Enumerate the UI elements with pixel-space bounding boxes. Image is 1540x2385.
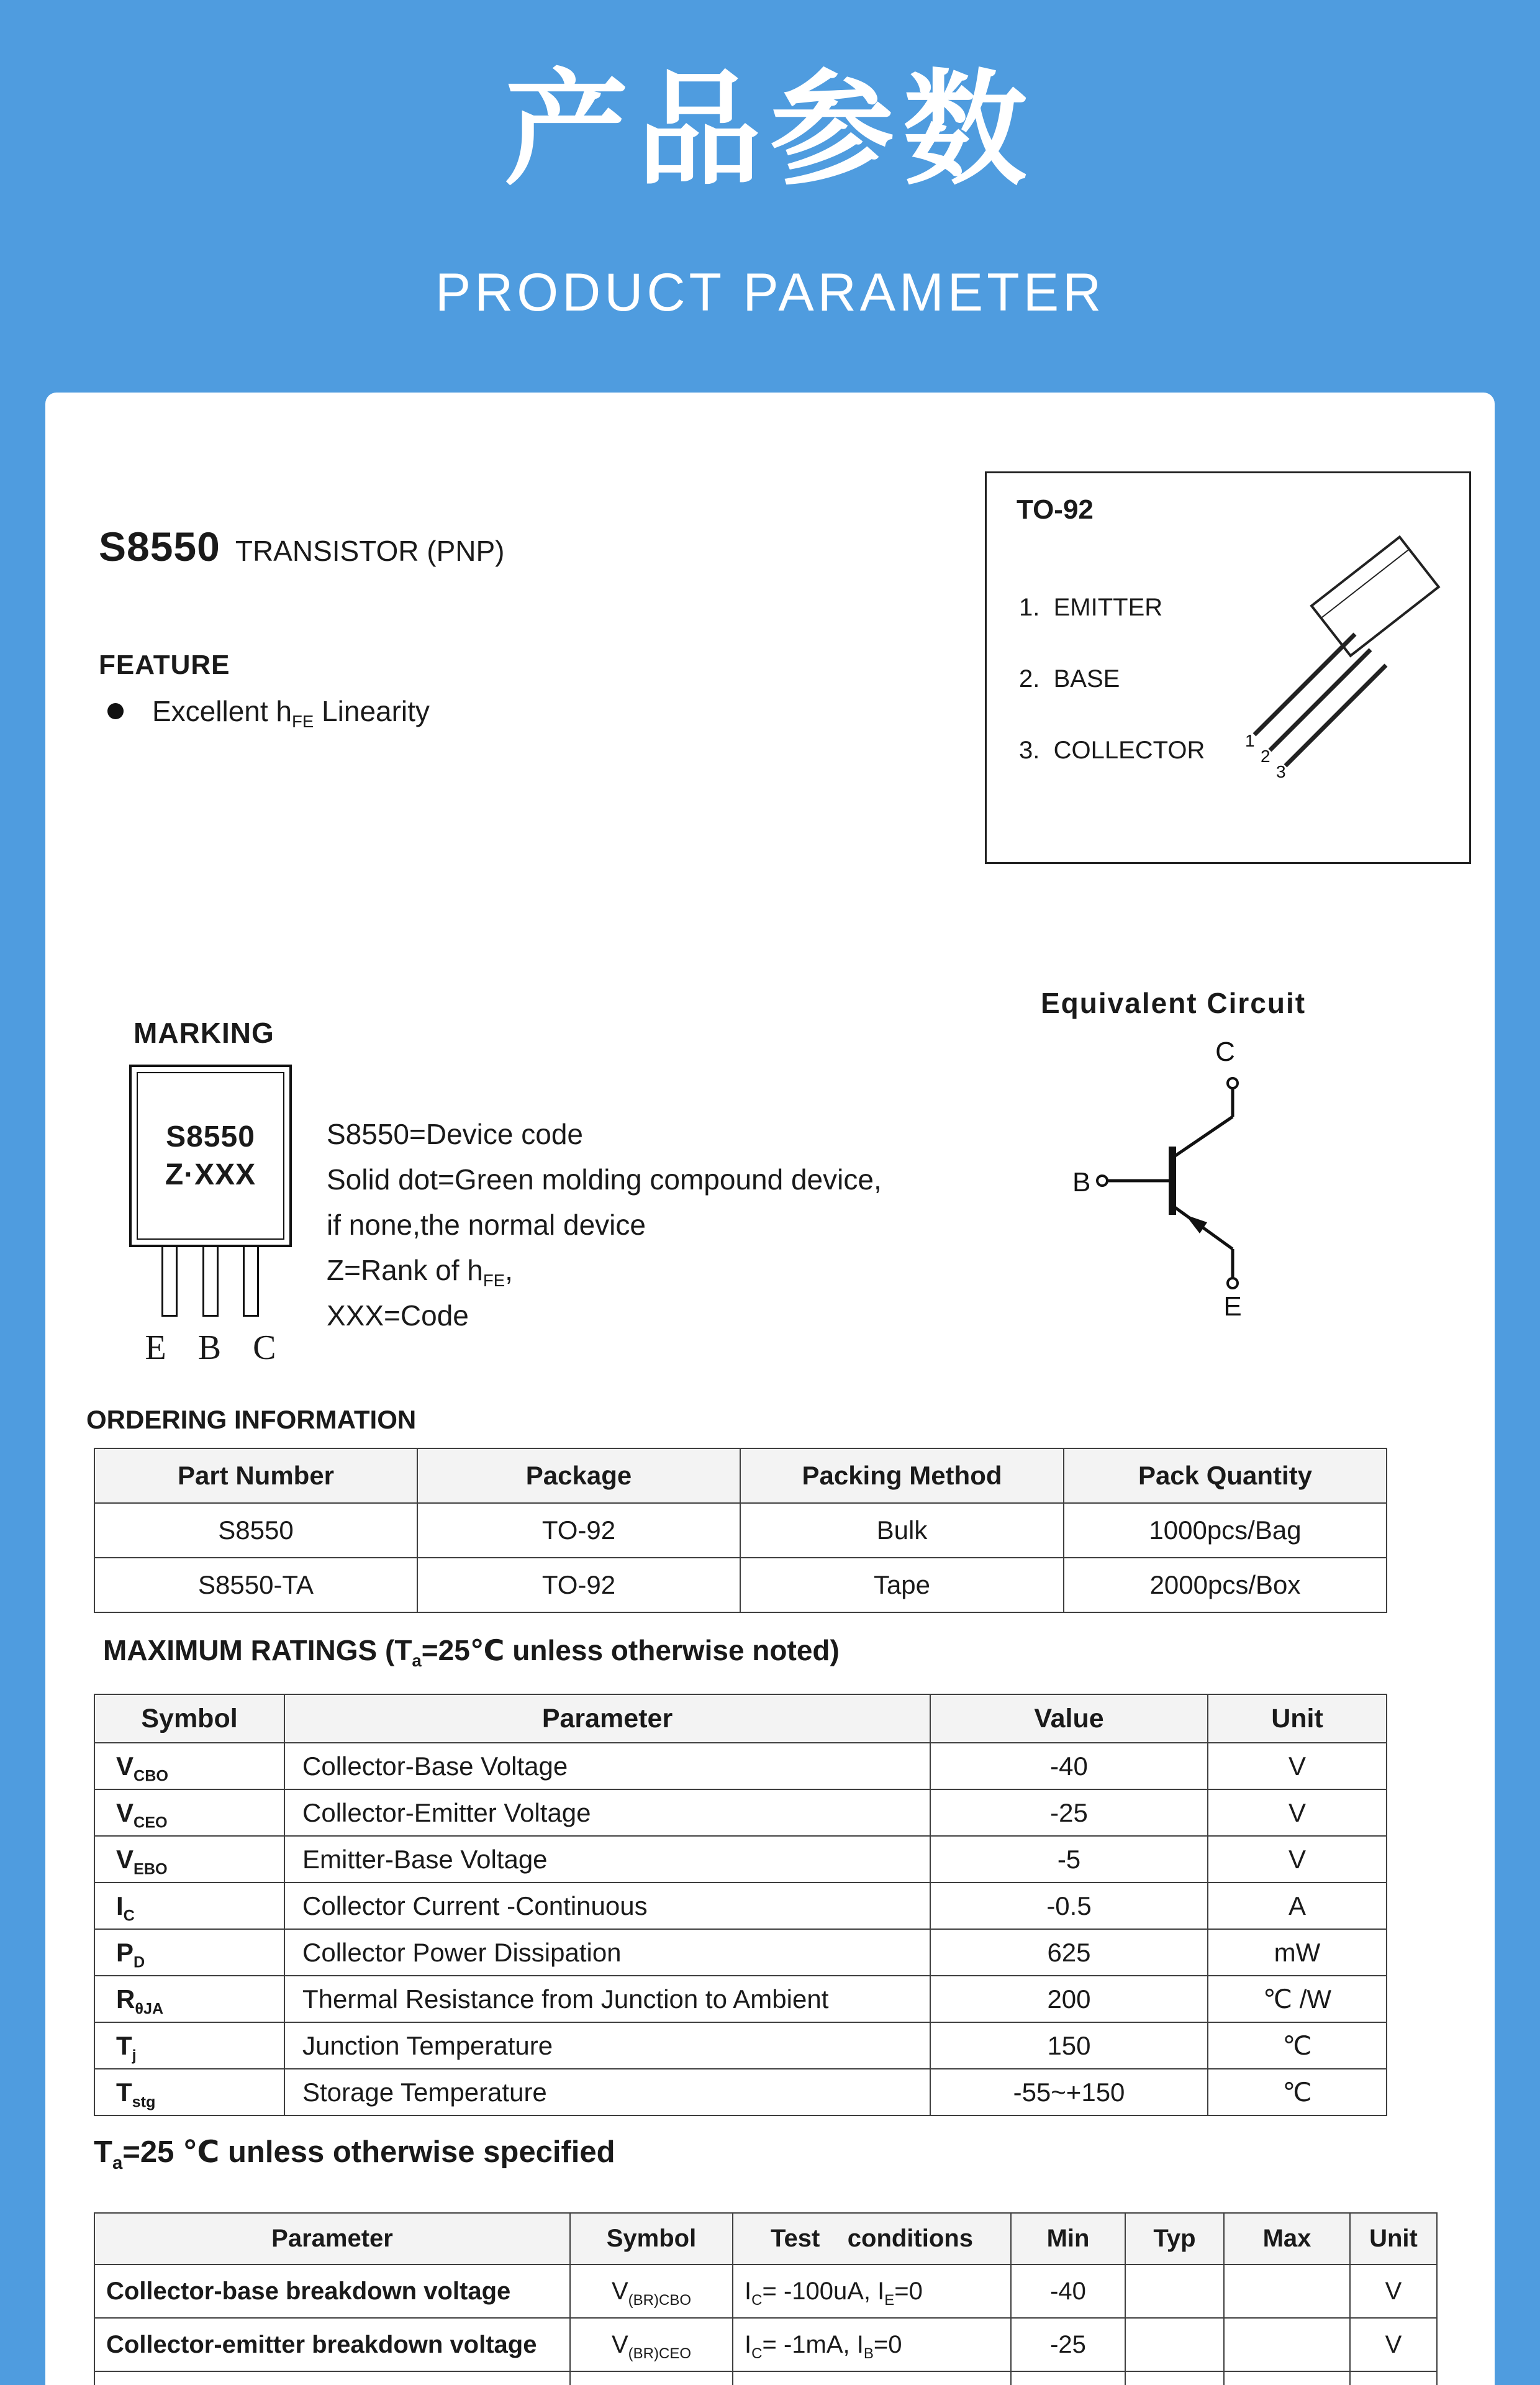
- table-row: [94, 2022, 1387, 2069]
- marking-note: if none,the normal device: [327, 1209, 646, 1241]
- conditions-note-heading: $T_a=25$ ℃ unless otherwise specified: [94, 2135, 615, 2173]
- table-cell: [733, 2371, 1011, 2385]
- table-cell: 2000pcs/Box: [1064, 1558, 1387, 1612]
- product-model: S8550: [99, 524, 220, 570]
- marking-pin-labels: [129, 1328, 292, 1368]
- marking-pin-c: C: [253, 1329, 276, 1367]
- table-row: [94, 1976, 1387, 2022]
- maximum-ratings-table: [94, 1694, 1387, 2116]
- symbol-cell: $I_C$: [94, 1883, 284, 1929]
- value-cell: -25: [930, 1789, 1208, 1836]
- table-cell: Tape: [740, 1558, 1064, 1612]
- product-title: [99, 523, 505, 570]
- parameter-cell: Junction Temperature: [284, 2022, 930, 2069]
- table-row: [94, 1929, 1387, 1976]
- marking-pin-e: E: [145, 1329, 166, 1367]
- svg-text:2: 2: [1261, 747, 1270, 766]
- marking-pin-b: B: [197, 1329, 222, 1367]
- table-cell: S8550-TA: [94, 1558, 417, 1612]
- page-title-cn: 产品参数: [504, 61, 1036, 199]
- ordering-table: [94, 1448, 1387, 1613]
- table-cell: Bulk: [740, 1503, 1064, 1558]
- min-cell: -40: [1011, 2265, 1125, 2318]
- table-cell: [1011, 2371, 1125, 2385]
- value-cell: -0.5: [930, 1883, 1208, 1929]
- parameter-cell: Collector-base breakdown voltage: [94, 2265, 570, 2318]
- max-cell: [1224, 2265, 1350, 2318]
- marking-rank-code: Z·XXX: [165, 1158, 256, 1191]
- column-header: Parameter: [94, 2213, 570, 2265]
- electrical-characteristics-table: [94, 2212, 1438, 2385]
- table-row: [94, 1743, 1387, 1789]
- marking-lead-emitter: [161, 1247, 178, 1317]
- table-cell: [1125, 2371, 1224, 2385]
- svg-text:1: 1: [1245, 731, 1255, 750]
- table-row-partial: [94, 2371, 1437, 2385]
- table-row: [94, 1789, 1387, 1836]
- table-row: [94, 1558, 1387, 1612]
- symbol-cell: $V_{EBO}$: [94, 1836, 284, 1883]
- feature-text: Excellent $h_{FE}$ Linearity: [152, 695, 430, 732]
- marking-notes: [327, 1117, 882, 1343]
- parameter-cell: Collector-emitter breakdown voltage: [94, 2318, 570, 2371]
- to92-package-icon: [1171, 525, 1462, 811]
- column-header: Pack Quantity: [1064, 1448, 1387, 1503]
- table-cell: [1350, 2371, 1437, 2385]
- table-row: [94, 1503, 1387, 1558]
- marking-lead-collector: [243, 1247, 259, 1317]
- value-cell: 625: [930, 1929, 1208, 1976]
- unit-cell: mW: [1208, 1929, 1387, 1976]
- datasheet-card: [45, 393, 1495, 2385]
- unit-cell: V: [1350, 2318, 1437, 2371]
- table-cell: TO-92: [417, 1558, 740, 1612]
- equivalent-circuit-heading: Equivalent Circuit: [1041, 987, 1307, 1019]
- value-cell: 150: [930, 2022, 1208, 2069]
- to92-pin-emitter: 1. EMITTER: [1019, 594, 1163, 621]
- table-cell: [94, 2371, 570, 2385]
- column-header: Value: [930, 1694, 1208, 1743]
- marking-note: XXX=Code: [327, 1299, 469, 1332]
- column-header: Unit: [1350, 2213, 1437, 2265]
- parameter-cell: Collector-Base Voltage: [284, 1743, 930, 1789]
- column-header: Symbol: [570, 2213, 733, 2265]
- column-header: Packing Method: [740, 1448, 1064, 1503]
- parameter-cell: Emitter-Base Voltage: [284, 1836, 930, 1883]
- unit-cell: V: [1208, 1789, 1387, 1836]
- to92-pin-base: 2. BASE: [1019, 665, 1120, 693]
- table-row: [94, 2318, 1437, 2371]
- unit-cell: V: [1208, 1743, 1387, 1789]
- unit-cell: ℃: [1208, 2069, 1387, 2115]
- unit-cell: V: [1350, 2265, 1437, 2318]
- feature-heading: FEATURE: [99, 650, 230, 680]
- column-header: Min: [1011, 2213, 1125, 2265]
- svg-text:3: 3: [1276, 762, 1286, 781]
- marking-device-code: S8550: [166, 1120, 255, 1153]
- svg-text:B: B: [1072, 1167, 1091, 1197]
- symbol-cell: $T_{stg}$: [94, 2069, 284, 2115]
- column-header: Typ: [1125, 2213, 1224, 2265]
- column-header: Part Number: [94, 1448, 417, 1503]
- svg-text:E: E: [1223, 1291, 1242, 1320]
- symbol-cell: $V_{(BR)CEO}$: [570, 2318, 733, 2371]
- equivalent-circuit-diagram: [1064, 1035, 1325, 1320]
- unit-cell: ℃: [1208, 2022, 1387, 2069]
- table-header-row: [94, 1694, 1387, 1743]
- table-header-row: [94, 2213, 1437, 2265]
- marking-note: Z=Rank of $h_{FE}$,: [327, 1254, 513, 1291]
- min-cell: -25: [1011, 2318, 1125, 2371]
- feature-item: [107, 694, 430, 732]
- bullet-icon: [107, 703, 124, 719]
- column-header: Unit: [1208, 1694, 1387, 1743]
- test-conditions-cell: $I_C= -100uA$, $I_E=0$: [733, 2265, 1011, 2318]
- table-header-row: [94, 1448, 1387, 1503]
- table-cell: [570, 2371, 733, 2385]
- product-type: TRANSISTOR (PNP): [235, 535, 505, 567]
- symbol-cell: $P_D$: [94, 1929, 284, 1976]
- svg-text:C: C: [1215, 1037, 1235, 1067]
- to92-pin-collector: 3. COLLECTOR: [1019, 737, 1205, 764]
- parameter-cell: Collector-Emitter Voltage: [284, 1789, 930, 1836]
- table-row: [94, 1836, 1387, 1883]
- column-header: Test conditions: [733, 2213, 1011, 2265]
- symbol-cell: $T_j$: [94, 2022, 284, 2069]
- column-header: Max: [1224, 2213, 1350, 2265]
- symbol-cell: $V_{CBO}$: [94, 1743, 284, 1789]
- parameter-cell: Collector Power Dissipation: [284, 1929, 930, 1976]
- table-row: [94, 1883, 1387, 1929]
- symbol-cell: $V_{(BR)CBO}$: [570, 2265, 733, 2318]
- table-cell: [1224, 2371, 1350, 2385]
- column-header: Parameter: [284, 1694, 930, 1743]
- page-subtitle: PRODUCT PARAMETER: [435, 263, 1105, 322]
- parameter-cell: Storage Temperature: [284, 2069, 930, 2115]
- to92-package-box: [985, 471, 1471, 864]
- typ-cell: [1125, 2265, 1224, 2318]
- to92-title: TO-92: [1017, 494, 1094, 525]
- ordering-information-heading: ORDERING INFORMATION: [86, 1405, 417, 1434]
- value-cell: -55~+150: [930, 2069, 1208, 2115]
- marking-heading: MARKING: [134, 1017, 274, 1049]
- table-row: [94, 2069, 1387, 2115]
- test-conditions-cell: $I_C= -1mA$, $I_B=0$: [733, 2318, 1011, 2371]
- symbol-cell: $V_{CEO}$: [94, 1789, 284, 1836]
- symbol-cell: $R_{\theta JA}$: [94, 1976, 284, 2022]
- table-row: [94, 2265, 1437, 2318]
- maximum-ratings-heading: MAXIMUM RATINGS ($T_a=25℃$ unless otherwise noted): [103, 1634, 840, 1671]
- marking-lead-base: [202, 1247, 219, 1317]
- value-cell: -5: [930, 1836, 1208, 1883]
- value-cell: -40: [930, 1743, 1208, 1789]
- value-cell: 200: [930, 1976, 1208, 2022]
- table-cell: TO-92: [417, 1503, 740, 1558]
- table-cell: 1000pcs/Bag: [1064, 1503, 1387, 1558]
- typ-cell: [1125, 2318, 1224, 2371]
- column-header: Symbol: [94, 1694, 284, 1743]
- marking-note: S8550=Device code: [327, 1118, 584, 1150]
- unit-cell: V: [1208, 1836, 1387, 1883]
- marking-note: Solid dot=Green molding compound device,: [327, 1163, 882, 1196]
- marking-package-drawing: [129, 1065, 292, 1247]
- table-cell: S8550: [94, 1503, 417, 1558]
- parameter-cell: Collector Current -Continuous: [284, 1883, 930, 1929]
- unit-cell: ℃ /W: [1208, 1976, 1387, 2022]
- column-header: Package: [417, 1448, 740, 1503]
- parameter-cell: Thermal Resistance from Junction to Ambient: [284, 1976, 930, 2022]
- unit-cell: A: [1208, 1883, 1387, 1929]
- max-cell: [1224, 2318, 1350, 2371]
